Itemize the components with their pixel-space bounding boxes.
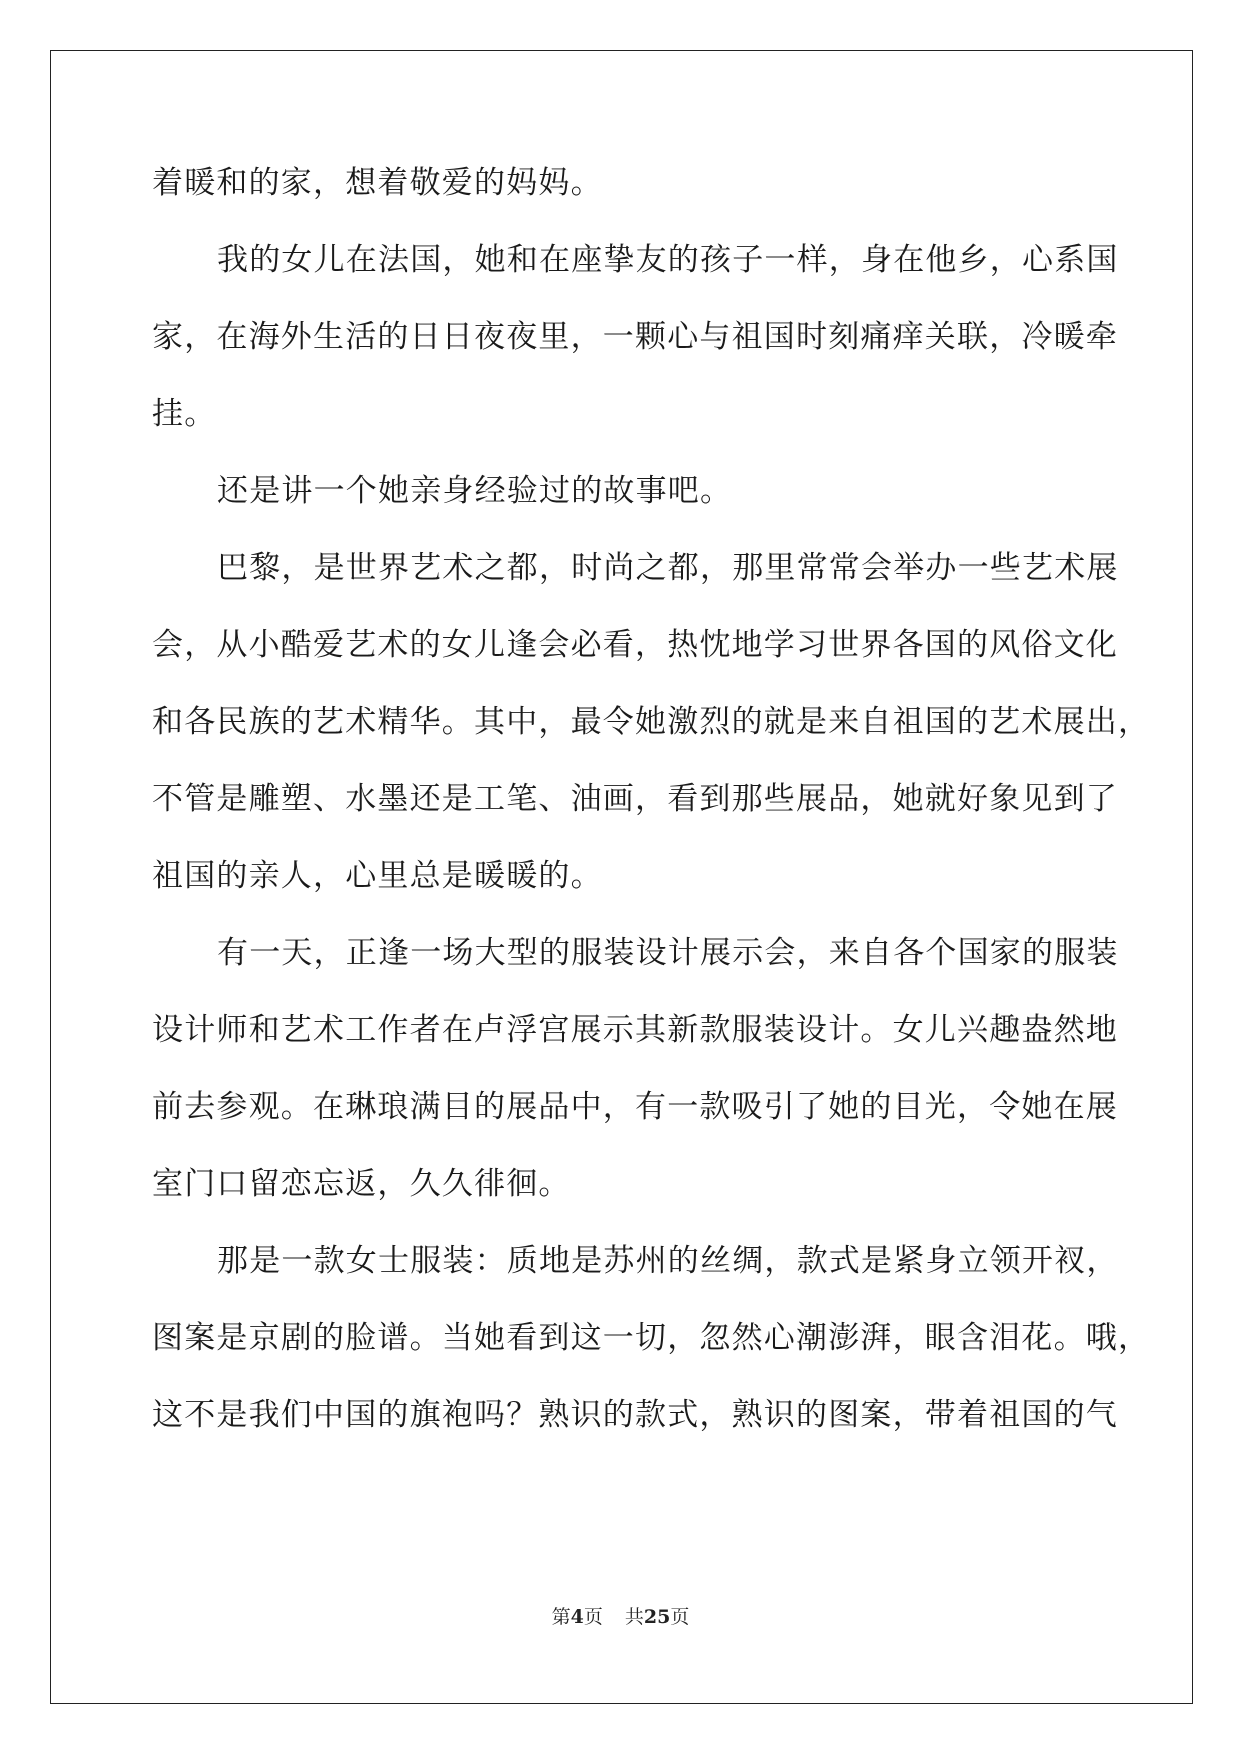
page-prefix: 第 [551, 1606, 571, 1628]
text-line: 和各民族的艺术精华。其中，最令她激烈的就是来自祖国的艺术展出， [152, 704, 1151, 740]
text-line: 我的女儿在法国，她和在座挚友的孩子一样，身在他乡，心系国 [217, 242, 1119, 278]
document-body [152, 158, 1151, 1467]
page-number: 4 [570, 1606, 584, 1628]
total-suffix: 页 [670, 1606, 690, 1628]
text-line: 不管是雕塑、水墨还是工笔、油画，看到那些展品，她就好象见到了 [152, 781, 1118, 817]
page-suffix: 页 [583, 1606, 603, 1628]
text-line: 室门口留恋忘返，久久徘徊。 [152, 1166, 571, 1202]
text-line: 家，在海外生活的日日夜夜里，一颗心与祖国时刻痛痒关联，冷暖牵 [152, 319, 1118, 355]
text-line: 有一天，正逢一场大型的服装设计展示会，来自各个国家的服装 [217, 935, 1119, 971]
text-line: 这不是我们中国的旗袍吗？熟识的款式，熟识的图案，带着祖国的气 [152, 1397, 1118, 1433]
text-line: 祖国的亲人，心里总是暖暖的。 [152, 858, 603, 894]
text-line: 挂。 [152, 396, 217, 432]
text-line: 还是讲一个她亲身经验过的故事吧。 [217, 473, 733, 509]
text-line: 前去参观。在琳琅满目的展品中，有一款吸引了她的目光，令她在展 [152, 1089, 1118, 1125]
text-line: 着暖和的家，想着敬爱的妈妈。 [152, 165, 603, 201]
text-line: 图案是京剧的脸谱。当她看到这一切，忽然心潮澎湃，眼含泪花。哦， [152, 1320, 1151, 1356]
text-line: 那是一款女士服装：质地是苏州的丝绸，款式是紧身立领开衩， [217, 1243, 1119, 1279]
text-line: 设计师和艺术工作者在卢浮宫展示其新款服装设计。女儿兴趣盎然地 [152, 1012, 1118, 1048]
total-prefix: 共 [624, 1606, 644, 1628]
text-line: 巴黎，是世界艺术之都，时尚之都，那里常常会举办一些艺术展 [217, 550, 1119, 586]
text-line: 会，从小酷爱艺术的女儿逢会必看，热忱地学习世界各国的风俗文化 [152, 627, 1118, 663]
page-footer [0, 1602, 1241, 1629]
total-pages: 25 [643, 1606, 671, 1628]
